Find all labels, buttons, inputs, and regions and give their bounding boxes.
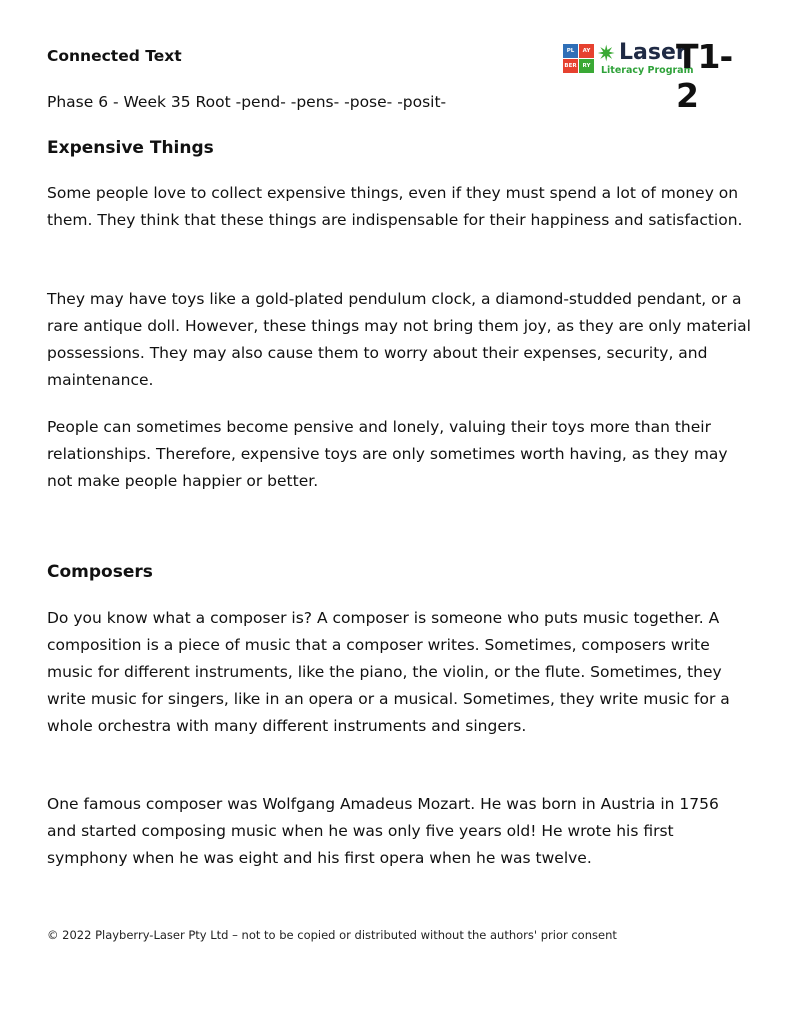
paragraph: Do you know what a composer is? A composer is someone who puts music together. A composition is a piece of music that a composer writes. Sometimes, composers write music for different instruments, like the piano, the violin, or the flute. Sometimes, they write music for singers, like in an opera or a musical. Sometimes, they write music for a whole orchestra with many different instruments and singers. <box>47 609 730 735</box>
logo-program: Literacy Program <box>601 65 694 76</box>
logo-brand: Laser <box>619 40 687 65</box>
paragraph: Some people love to collect expensive things, even if they must spend a lot of money on them. They think that these things are indispensable for their happiness and satisfaction. <box>47 184 743 229</box>
logo-tile: BER <box>563 59 578 73</box>
phase-line: Phase 6 - Week 35 Root -pend- -pens- -pose- -posit- <box>47 93 447 111</box>
laser-logo <box>563 37 743 115</box>
section-title-composers: Composers <box>47 562 153 582</box>
playberry-tiles-icon <box>563 44 595 75</box>
logo-tile: PL <box>563 44 578 58</box>
logo-tile: AY <box>579 44 594 58</box>
grade-badge: T1-2 <box>676 37 733 115</box>
starburst-icon: ✷ <box>597 42 616 67</box>
section-title-expensive-things: Expensive Things <box>47 138 214 158</box>
paragraph: One famous composer was Wolfgang Amadeus Mozart. He was born in Austria in 1756 and started composing music when he was only five years old! He wrote his first symphony when he was eight and his first opera when he was twelve. <box>47 795 719 867</box>
paragraph: They may have toys like a gold-plated pendulum clock, a diamond-studded pendant, or a rare antique doll. However, these things may not bring them joy, as they are only material possessions. They may also cause them to worry about their expenses, security, and maintenance. <box>47 290 751 389</box>
paragraph: People can sometimes become pensive and lonely, valuing their toys more than their relationships. Therefore, expensive toys are only sometimes worth having, as they may not make people happier or better. <box>47 418 728 490</box>
worksheet-label: Connected Text <box>47 47 182 65</box>
logo-tile: RY <box>579 59 594 73</box>
copyright-footer: © 2022 Playberry-Laser Pty Ltd – not to be copied or distributed without the authors' prior consent <box>47 928 617 942</box>
